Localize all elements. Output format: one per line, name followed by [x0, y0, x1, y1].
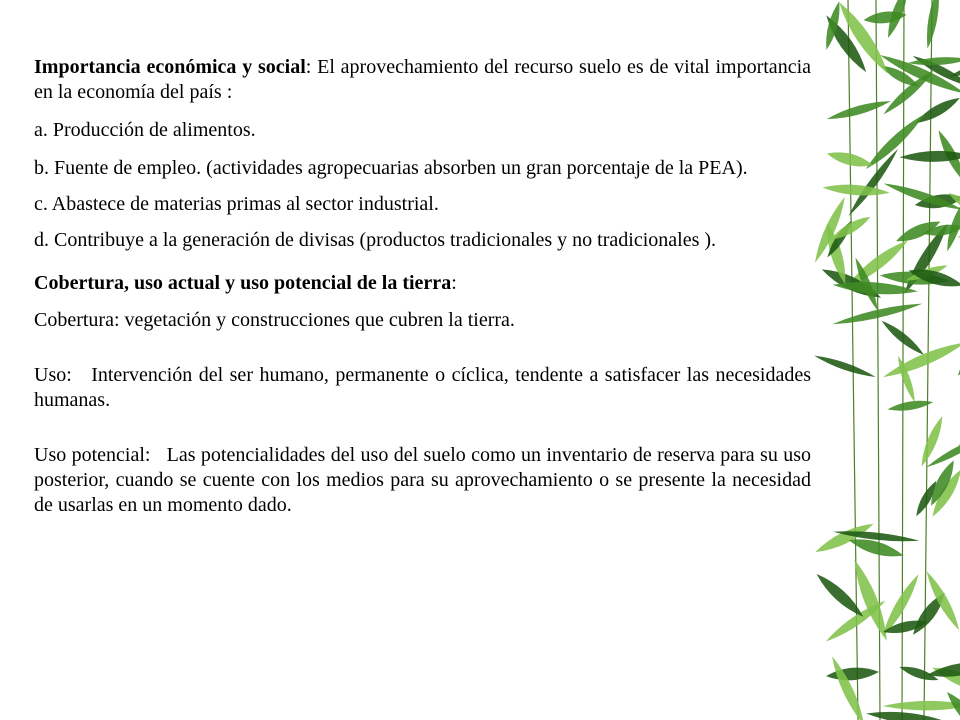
economic-importance-text: : El aprovechamiento del recurso suelo es de vital importancia en la economía del país :	[34, 56, 811, 103]
bamboo-leaf	[813, 352, 877, 380]
land-use-heading-colon: :	[451, 272, 457, 294]
economic-importance-heading: Importancia económica y social	[34, 56, 306, 78]
list-item-b: b. Fuente de empleo. (actividades agropecuarias absorben un gran porcentaje de la PEA).	[34, 157, 748, 179]
uso-potencial-definition: Uso potencial: Las potencialidades del uso del suelo como un inventario de reserva para su uso posterior, cuando se cuente con los medios para su aprovechamiento o se presente la necesidad de usarlas en un momento dado.	[34, 444, 816, 516]
economic-importance-paragraph	[34, 55, 811, 105]
bamboo-leaf	[923, 0, 942, 49]
bamboo-leaf	[913, 93, 960, 127]
bamboo-leaf	[825, 666, 879, 683]
bamboo-leaves-decoration	[808, 0, 960, 720]
list-item-d: d. Contribuye a la generación de divisas (productos tradicionales y no tradicionales ).	[34, 229, 717, 251]
land-use-heading-paragraph	[34, 271, 811, 296]
list-item-a: a. Producción de alimentos.	[34, 119, 256, 141]
bamboo-leaf	[880, 67, 936, 117]
uso-definition: Uso: Intervención del ser humano, permanente o cíclica, tendente a satisfacer las necesidades humanas.	[34, 364, 816, 411]
land-use-heading: Cobertura, uso actual y uso potencial de la tierra	[34, 272, 452, 294]
bamboo-leaf	[862, 111, 927, 173]
list-item-c: c. Abastece de materias primas al sector industrial.	[34, 193, 439, 215]
bamboo-leaf	[826, 97, 892, 123]
bamboo-leaf	[828, 654, 869, 720]
bamboo-leaf	[822, 182, 890, 197]
bamboo-leaf	[881, 337, 960, 382]
bamboo-leaf	[883, 701, 960, 711]
slide-body	[34, 55, 816, 518]
cobertura-definition: Cobertura: vegetación y construcciones que cubren la tierra.	[34, 309, 515, 331]
